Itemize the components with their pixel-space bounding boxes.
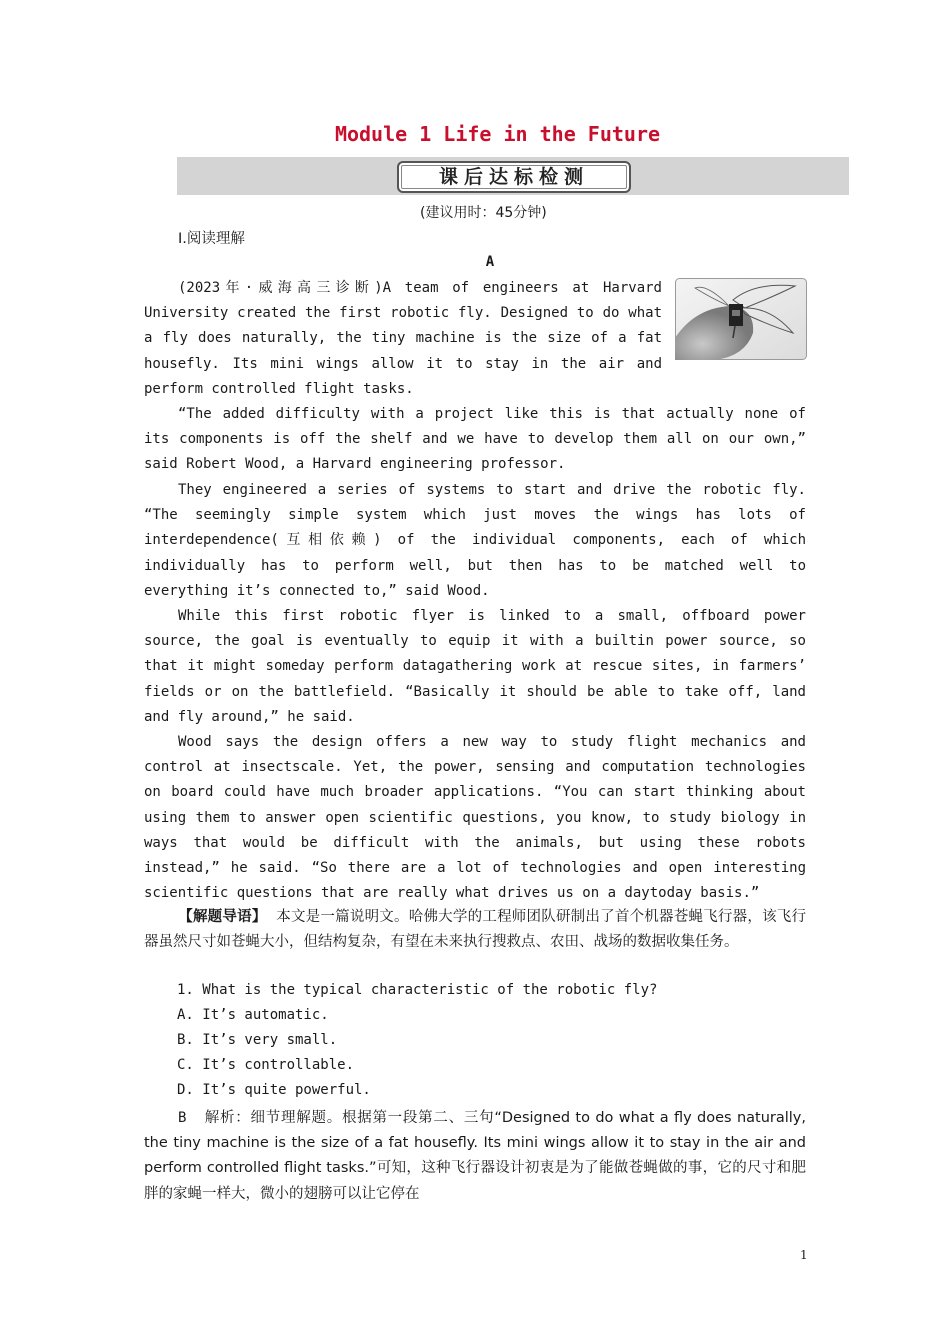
paragraph-5: Wood says the design offers a new way to study flight mechanics and control at insectscale. Yet, the power, sensing and computation technologies on board could have much broader applications. “You can start thinking about using them to answer open scientific questions, you know, to study biology in ways that would be difficult with the animals, but using these robots instead,” he said. “So there are a lot of technologies and open interesting scientific questions that are really what drives us on a daytoday basis.” xyxy=(144,734,806,902)
banner-label: 课后达标检测 xyxy=(397,161,631,193)
robotic-fly-photo xyxy=(675,278,807,360)
paragraph-3: They engineered a series of systems to start and drive the robotic fly. “The seemingly simple system which just moves the wings has lots of interdependence(互相依赖) of the individual components, each of which individually has to perform well, but then has to be matched well to everything it’s connected to,” said Wood. xyxy=(144,482,806,599)
option-c: C. It’s controllable. xyxy=(177,1057,355,1073)
page-number: 1 xyxy=(800,1248,808,1262)
suggested-time: (建议用时：45分钟) xyxy=(420,205,547,221)
answer-key: B xyxy=(178,1110,187,1126)
section-banner xyxy=(177,157,849,195)
option-b: B. It’s very small. xyxy=(177,1032,338,1048)
guide-label: 【解题导语】 xyxy=(178,909,267,925)
option-d: D. It’s quite powerful. xyxy=(177,1082,371,1098)
page-title: Module 1 Life in the Future xyxy=(334,122,661,146)
section-heading: Ⅰ.阅读理解 xyxy=(178,231,245,247)
paragraph-1: (2023年·威海高三诊断)A team of engineers at Harvard University created the first robotic fly. Designed to do what a fly does naturally, the tiny machine is the size of a fat housefly. Its mini wings allow it to stay in the air and perform controlled flight tasks. xyxy=(144,280,662,397)
question-stem: 1. What is the typical characteristic of the robotic fly? xyxy=(177,982,658,998)
answer-explanation: B 解析：细节理解题。根据第一段第二、三句“Designed to do what a fly does naturally, the tiny machine is the size of a fat housefly. Its mini wings allow it to stay in the air and perform controlled flight tasks.”可知，这种飞行器设计初衷是为了能做苍蝇做的事，它的尺寸和肥胖的家蝇一样大，微小的翅膀可以让它停在 xyxy=(144,1110,806,1202)
passage-label: A xyxy=(485,254,495,270)
paragraph-4: While this first robotic flyer is linked to a small, offboard power source, the goal is eventually to equip it with a builtin power source, so that it might someday perform datagathering work at rescue sites, in farmers’ fields or on the battlefield. “Basically it should be able to take off, land and fly around,” he said. xyxy=(144,608,806,725)
paragraph-2: “The added difficulty with a project like this is that actually none of its components is off the shelf and we have to develop them all on our own,” said Robert Wood, a Harvard engineering professor. xyxy=(144,406,806,473)
option-a: A. It’s automatic. xyxy=(177,1007,329,1023)
guide-paragraph: 【解题导语】 本文是一篇说明文。哈佛大学的工程师团队研制出了首个机器苍蝇飞行器，该飞行器虽然尺寸如苍蝇大小，但结构复杂，有望在未来执行搜救点、农田、战场的数据收集任务。 xyxy=(144,909,807,951)
